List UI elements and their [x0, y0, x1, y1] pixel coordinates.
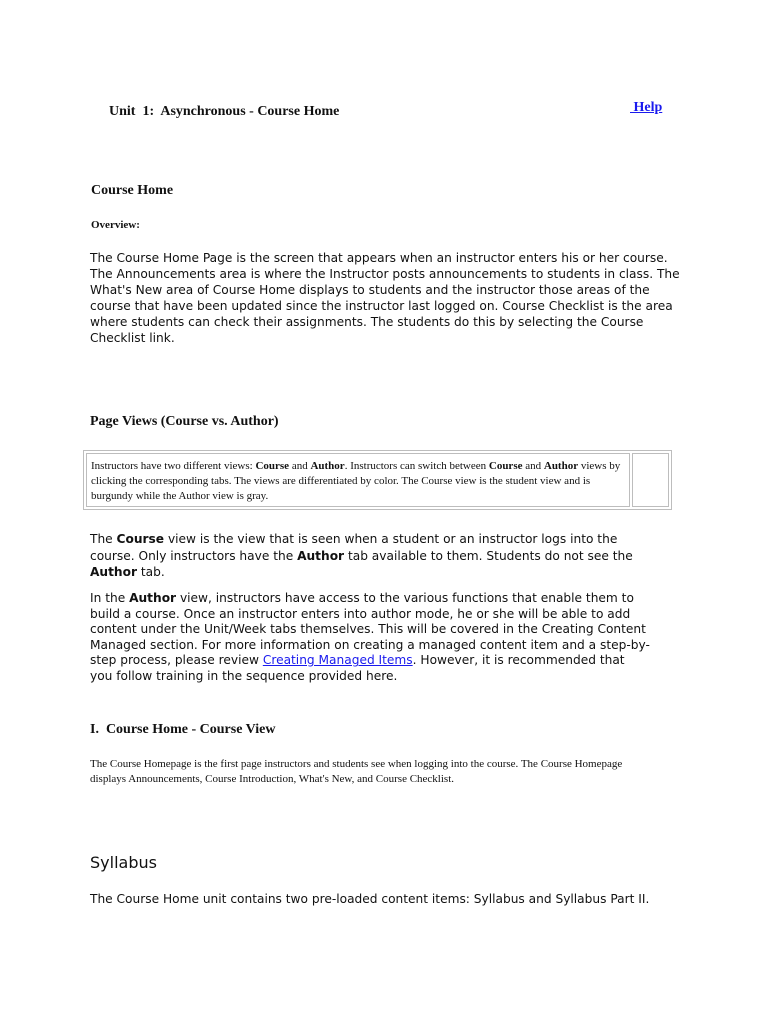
- page-title: Unit 1: Asynchronous - Course Home: [109, 104, 340, 119]
- course-home-paragraph: The Course Home Page is the screen that appears when an instructor enters his or her course. The Announcements area is where the Instructor posts announcements to students in class. The What's New area of Course Home displays to students and the instructor those areas of the course that have been updated since the instructor last logged on. Course Checklist is the area where students can check their assignments. The students do this by selecting the Course Checklist link.: [90, 251, 680, 345]
- course-homepage-paragraph: The Course Homepage is the first page instructors and students see when logging into the course. The Course Homepage displays Announcements, Course Introduction, What's New, and Course Checklist.: [90, 758, 623, 785]
- course-home-heading: Course Home: [91, 183, 174, 198]
- syllabus-heading: Syllabus: [90, 853, 157, 872]
- creating-managed-items-link[interactable]: Creating Managed Items: [262, 653, 413, 668]
- page-views-table-empty-cell: [632, 453, 669, 507]
- course-view-paragraph: The Course view is the view that is seen when a student or an instructor logs into the course. Only instructors have the Author tab available to them. Students do not see the Author tab.: [90, 532, 633, 579]
- page-views-heading: Page Views (Course vs. Author): [90, 414, 279, 429]
- overview-label: Overview:: [91, 219, 140, 231]
- author-view-paragraph: In the Author view, instructors have access to the various functions that enable them to build a course. Once an instructor enters into author mode, he or she will be able to add content under the Unit/Week tabs themselves. This will be covered in the Creating Content Managed section. For more information on creating a managed content item and a step-by-step process, please review Creating Managed Items. However, it is recommended that you follow training in the sequence provided here.: [90, 591, 650, 683]
- page-views-table-cell: Instructors have two different views: Course and Author. Instructors can switch between Course and Author views by clicking the corresponding tabs. The views are differentiated by color. The Course view is the student view and is burgundy while the Author view is gray.: [86, 453, 630, 507]
- page-views-table: [83, 450, 672, 510]
- syllabus-paragraph: The Course Home unit contains two pre-loaded content items: Syllabus and Syllabus Part II.: [90, 892, 650, 906]
- course-home-course-view-heading: I. Course Home - Course View: [90, 722, 276, 737]
- help-link[interactable]: Help: [630, 100, 663, 115]
